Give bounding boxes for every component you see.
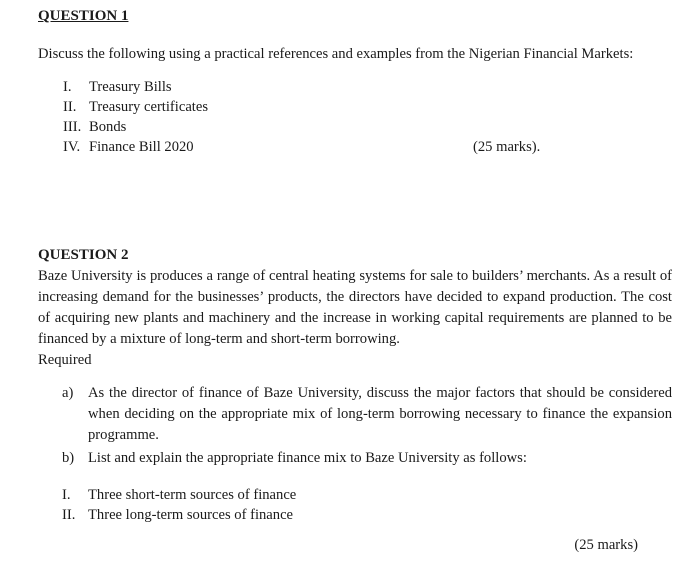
question-2-marks: (25 marks) [574,537,638,553]
list-item-text: Bonds [89,119,127,135]
list-item [63,77,672,97]
question-2-subitems-list [62,485,672,525]
list-item-number: I. [62,487,71,503]
list-item-number: III. [63,119,82,135]
list-item-text: Three short-term sources of finance [88,487,297,503]
list-item-text: Finance Bill 2020 [89,139,194,155]
question-sheet [38,6,672,553]
part-label: b) [62,450,75,466]
question-2-heading: QUESTION 2 [38,247,129,263]
question-1-heading: QUESTION 1 [38,8,129,24]
list-item-number: II. [62,507,76,523]
question-2-required-label: Required [38,352,92,368]
question-1-topic-list [63,77,672,157]
part-label: a) [62,385,74,401]
list-item [62,485,672,505]
question-1-marks: (25 marks). [473,139,541,155]
list-item-text: Treasury Bills [89,79,172,95]
list-item-number: IV. [63,139,81,155]
list-item [62,448,672,469]
list-item-text: Treasury certificates [89,99,209,115]
list-item-number: II. [63,99,77,115]
question-2-body: Baze University is produces a range of central heating systems for sale to builders’ merchants. As a result of increasing demand for the businesses’ products, the directors have decided to expand production. The cost of acquiring new plants and machinery and the increase in working capital requirements are planned to be financed by a mixture of long-term and short-term borrowing. [38,268,672,347]
part-text: As the director of finance of Baze University, discuss the major factors that should be considered when deciding on the appropriate mix of long-term borrowing necessary to finance the expansion programme. [88,385,672,443]
part-text: List and explain the appropriate finance mix to Baze University as follows: [88,450,527,466]
list-item [63,137,672,157]
question-1-intro: Discuss the following using a practical references and examples from the Nigerian Financial Markets: [38,46,634,62]
list-item [62,505,672,525]
list-item-text: Three long-term sources of finance [88,507,294,523]
list-item [63,117,672,137]
list-item-number: I. [63,79,72,95]
question-2 [38,245,672,556]
question-1 [38,6,672,157]
list-item [62,383,672,446]
list-item [63,97,672,117]
question-2-parts-list [62,383,672,469]
